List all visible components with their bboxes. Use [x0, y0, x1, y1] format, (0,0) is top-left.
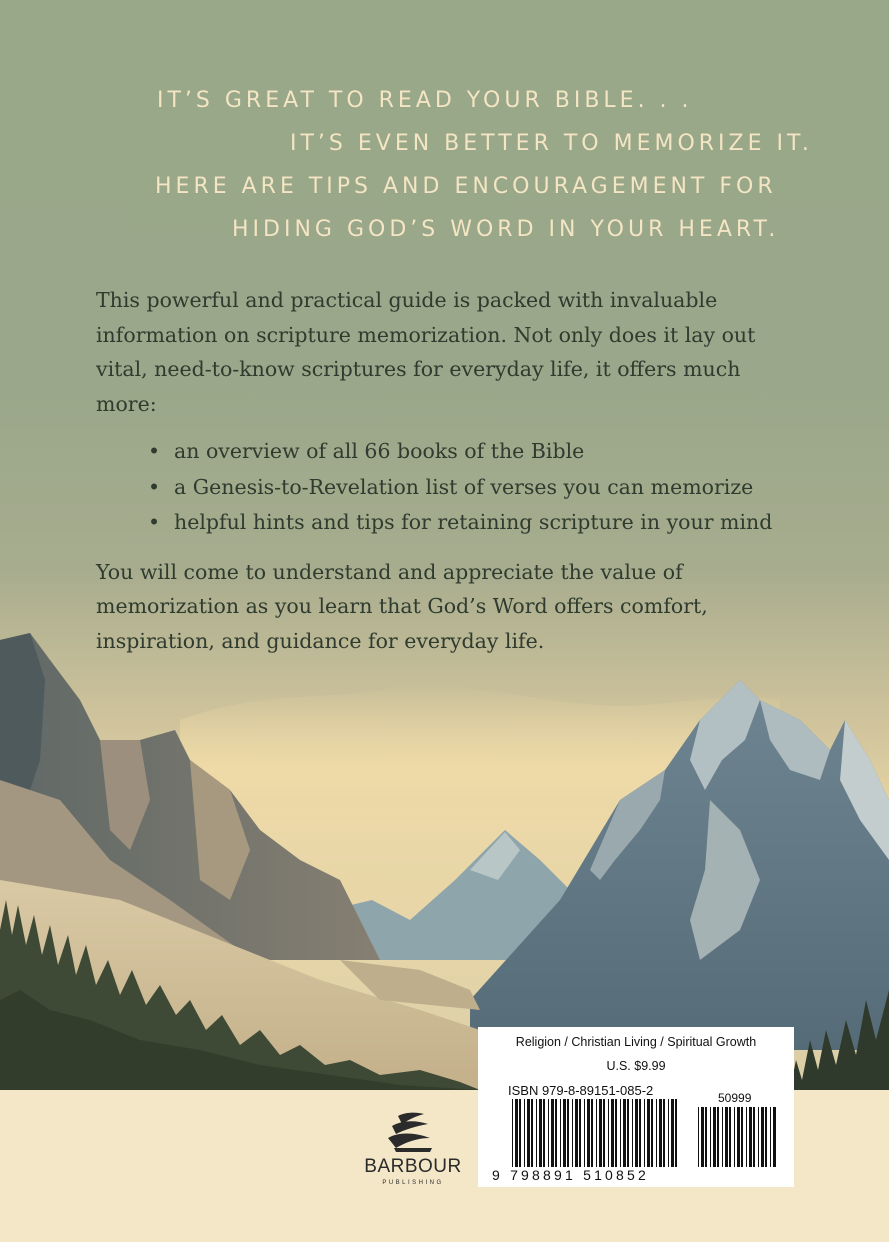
- barcode-digits: 9 798891 510852: [492, 1167, 649, 1183]
- isbn-text: ISBN 979-8-89151-085-2: [508, 1083, 654, 1098]
- list-item: • an overview of all 66 books of the Bible: [148, 434, 806, 470]
- category-text: Religion / Christian Living / Spiritual Growth: [515, 1035, 757, 1049]
- tagline-line-1: IT’S GREAT TO READ YOUR BIBLE. . .: [157, 88, 693, 113]
- description-closing: You will come to understand and appreciate the value of memorization as you learn that God’s Word offers comfort, inspiration, and guidance for everyday life.: [96, 559, 708, 653]
- publisher-logo: [358, 1108, 468, 1192]
- tagline-line-4: HIDING GOD’S WORD IN YOUR HEART.: [232, 217, 780, 242]
- description-intro: This powerful and practical guide is packed with invaluable information on scripture memorization. Not only does it lay out vital, need-to-know scriptures for everyday life, it offers much more:: [96, 288, 756, 416]
- publisher-subtitle: PUBLISHING: [382, 1180, 444, 1186]
- book-description: [96, 283, 806, 658]
- tagline: [0, 0, 889, 260]
- open-book-icon: [358, 1108, 468, 1156]
- price-code-text: 50999: [718, 1091, 752, 1105]
- bullet-dot-icon: •: [148, 474, 161, 499]
- tagline-line-3: HERE ARE TIPS AND ENCOURAGEMENT FOR: [155, 174, 777, 199]
- price-text: U.S. $9.99: [606, 1059, 666, 1073]
- list-item: • a Genesis-to-Revelation list of verses you can memorize: [148, 470, 806, 506]
- list-item: • helpful hints and tips for retaining scripture in your mind: [148, 505, 806, 541]
- bullet-dot-icon: •: [148, 439, 161, 463]
- barcode-addon: [698, 1107, 778, 1171]
- tagline-line-2: IT’S EVEN BETTER TO MEMORIZE IT.: [290, 131, 813, 156]
- bullet-dot-icon: •: [148, 510, 161, 534]
- barcode-main: [512, 1099, 682, 1171]
- barcode-panel: [478, 1027, 794, 1187]
- feature-list: [96, 434, 806, 541]
- publisher-name: BARBOUR: [364, 1156, 462, 1177]
